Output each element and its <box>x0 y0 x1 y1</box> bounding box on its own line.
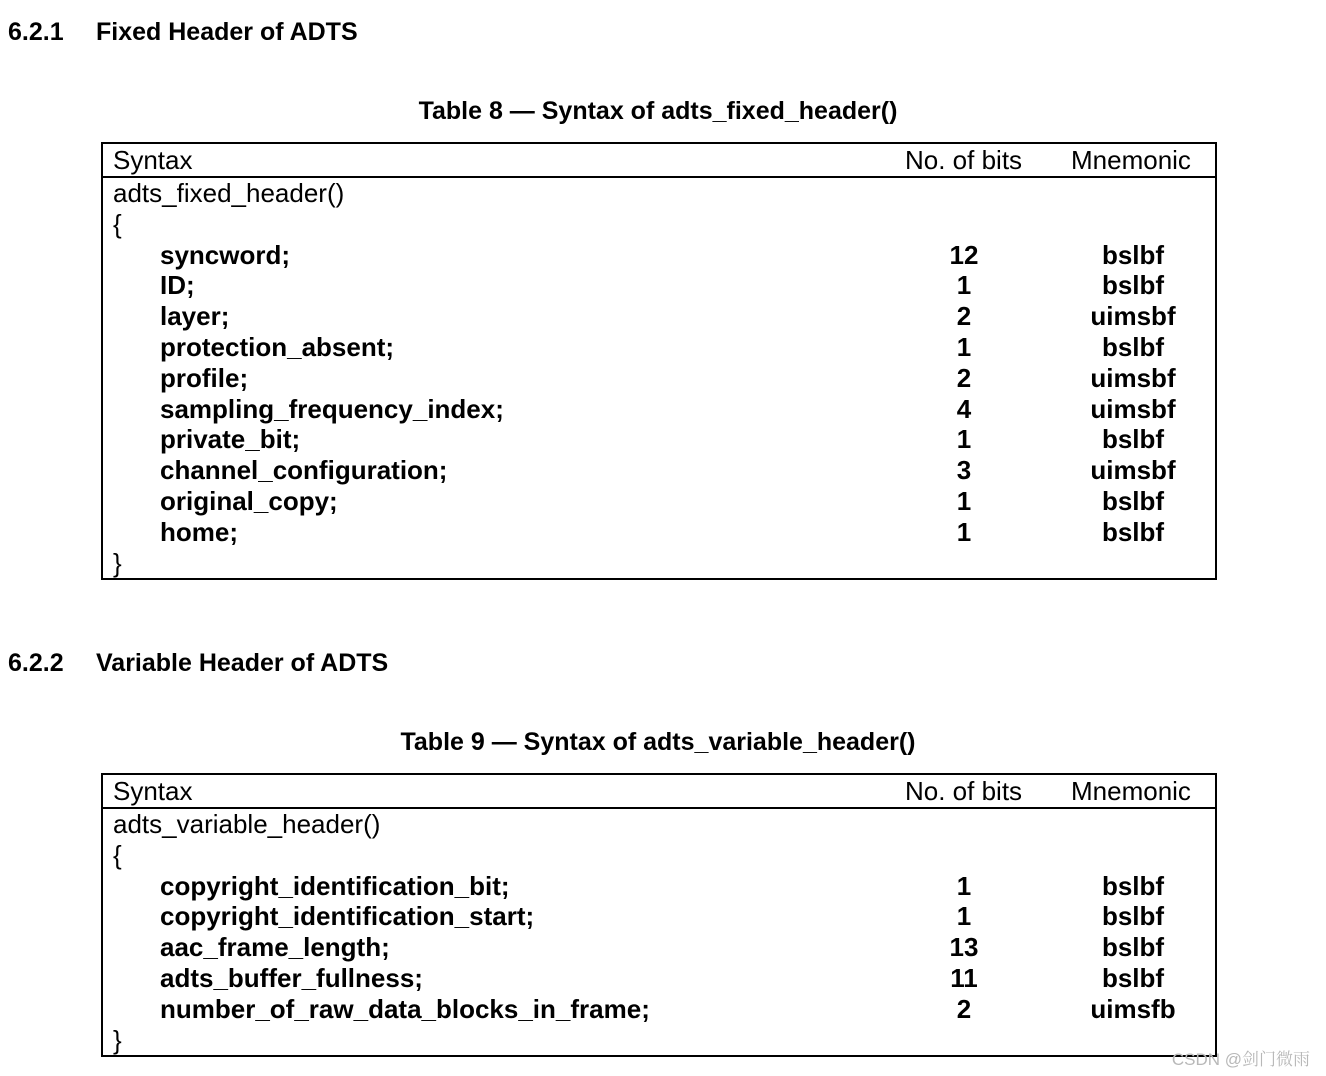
field-bits: 13 <box>949 932 979 963</box>
syntax-table-variable <box>101 773 1217 1057</box>
field-name: home; <box>160 516 238 547</box>
field-name: channel_configuration; <box>160 455 448 486</box>
watermark: CSDN @剑门微雨 <box>1171 1050 1310 1069</box>
table-row <box>103 963 1215 994</box>
header-mnemonic: Mnemonic <box>1071 145 1191 175</box>
field-mnemonic: bslbf <box>1101 239 1165 270</box>
field-name: number_of_raw_data_blocks_in_frame; <box>160 993 650 1024</box>
field-bits: 1 <box>956 516 972 547</box>
field-bits: 1 <box>956 424 972 455</box>
field-name: original_copy; <box>160 485 338 516</box>
table-row <box>103 240 1215 271</box>
field-name: sampling_frequency_index; <box>160 393 504 424</box>
close-brace: } <box>113 1024 122 1055</box>
field-mnemonic: bslbf <box>1101 516 1165 547</box>
field-name: syncword; <box>160 239 291 270</box>
field-bits: 1 <box>956 870 972 901</box>
field-bits: 1 <box>956 331 972 362</box>
table-row <box>103 517 1215 548</box>
field-mnemonic: bslbf <box>1101 901 1165 932</box>
field-mnemonic: uimsbf <box>1090 362 1176 393</box>
table-header-row <box>103 144 1215 178</box>
field-name: private_bit; <box>160 424 301 455</box>
table-body-variable <box>103 871 1215 1025</box>
table-row <box>103 871 1215 902</box>
header-syntax: Syntax <box>113 145 193 175</box>
table-row <box>103 394 1215 425</box>
field-mnemonic: uimsbf <box>1090 455 1176 486</box>
field-bits: 2 <box>956 993 972 1024</box>
close-brace-line <box>103 548 1215 579</box>
table-row <box>103 932 1215 963</box>
section-number: 6.2.2 <box>8 649 64 677</box>
open-brace: { <box>113 208 122 239</box>
table-row <box>103 270 1215 301</box>
field-mnemonic: uimsbf <box>1090 393 1176 424</box>
field-name: protection_absent; <box>160 331 395 362</box>
field-mnemonic: uimsfb <box>1090 993 1176 1024</box>
field-mnemonic: bslbf <box>1101 331 1165 362</box>
field-bits: 1 <box>956 485 972 516</box>
field-mnemonic: bslbf <box>1101 424 1165 455</box>
table-body-fixed <box>103 240 1215 548</box>
syntax-table-fixed <box>101 142 1217 580</box>
section-title: Fixed Header of ADTS <box>96 18 358 46</box>
section-heading-fixed <box>8 17 358 47</box>
field-bits: 1 <box>956 270 972 301</box>
field-name: layer; <box>160 301 230 332</box>
table-row <box>103 455 1215 486</box>
field-name: adts_buffer_fullness; <box>160 962 423 993</box>
field-bits: 11 <box>950 962 978 993</box>
function-name: adts_fixed_header() <box>113 178 345 208</box>
function-line <box>103 178 1215 209</box>
function-line <box>103 809 1215 840</box>
field-name: copyright_identification_bit; <box>160 870 510 901</box>
table-row <box>103 424 1215 455</box>
table-header-row <box>103 775 1215 809</box>
header-mnemonic: Mnemonic <box>1071 776 1191 806</box>
header-syntax: Syntax <box>113 776 193 806</box>
table-row <box>103 486 1215 517</box>
table-row <box>103 332 1215 363</box>
field-bits: 3 <box>956 455 972 486</box>
section-number: 6.2.1 <box>8 18 64 46</box>
section-heading-variable <box>8 648 388 678</box>
table-row <box>103 994 1215 1025</box>
table-caption-variable: Table 9 — Syntax of adts_variable_header() <box>400 728 916 756</box>
field-bits: 2 <box>956 301 972 332</box>
table-row <box>103 363 1215 394</box>
field-name: aac_frame_length; <box>160 932 390 963</box>
table-row <box>103 301 1215 332</box>
field-mnemonic: bslbf <box>1101 870 1165 901</box>
field-name: ID; <box>160 270 195 301</box>
field-bits: 2 <box>956 362 972 393</box>
function-name: adts_variable_header() <box>113 809 381 839</box>
open-brace-line <box>103 840 1215 871</box>
close-brace-line <box>103 1025 1215 1056</box>
open-brace-line <box>103 209 1215 240</box>
field-mnemonic: bslbf <box>1101 270 1165 301</box>
header-bits: No. of bits <box>905 145 1023 175</box>
table-row <box>103 901 1215 932</box>
field-mnemonic: uimsbf <box>1090 301 1176 332</box>
section-title: Variable Header of ADTS <box>96 649 389 677</box>
field-bits: 12 <box>949 239 979 270</box>
field-name: copyright_identification_start; <box>160 901 535 932</box>
field-name: profile; <box>160 362 249 393</box>
table-caption-fixed: Table 8 — Syntax of adts_fixed_header() <box>418 97 898 125</box>
field-mnemonic: bslbf <box>1101 485 1165 516</box>
header-bits: No. of bits <box>905 776 1023 806</box>
field-mnemonic: bslbf <box>1101 962 1165 993</box>
field-bits: 1 <box>956 901 972 932</box>
close-brace: } <box>113 547 122 578</box>
field-bits: 4 <box>956 393 972 424</box>
open-brace: { <box>113 839 122 870</box>
field-mnemonic: bslbf <box>1101 932 1165 963</box>
